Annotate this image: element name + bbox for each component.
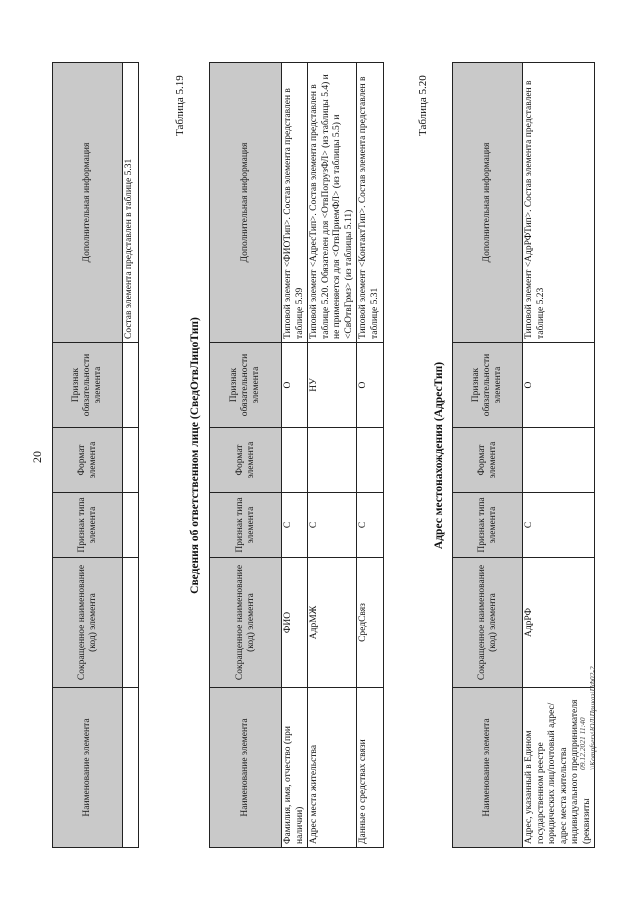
table-title-5-20: Адрес местонахождения (АдресТип): [433, 361, 445, 550]
stamp-path: \\Kompfserv\ЮЛ\Приказ\ПФ02-2: [587, 666, 597, 770]
rotated-content: [22, 18, 622, 888]
table-row: Адрес места жительства АдрМЖ С НУ Типовой элемент <АдресТип>. Состав элемента представлен в таблице 5.20. Обязателен для <ОтвПогрузФЛ> (из таблицы 5.4) и не применяется для <ОтвПриемФЛ> (из таблицы 5.5) и <СвОтвГрмз> (из таблицы 5.11): [308, 63, 357, 848]
table-label-5-20: Таблица 5.20: [417, 75, 429, 136]
cell-info: Состав элемента представлен в таблице 5.31: [123, 63, 139, 343]
header-format: Формат элемента: [53, 428, 123, 493]
table-continued: [52, 62, 139, 848]
header-mandatory: Признак обязательности элемента: [453, 343, 523, 428]
table-5-19: [209, 62, 384, 848]
header-type: Признак типа элемента: [210, 493, 282, 558]
header-format: Формат элемента: [210, 428, 282, 493]
header-name: Наименование элемента: [210, 688, 282, 848]
stamp-date: 09.12.2021 11:40: [578, 717, 587, 770]
header-info: Дополнительная информация: [453, 63, 523, 343]
table-row: Данные о средствах связи СредСвяз С О Типовой элемент <КонтактТип>. Состав элемента представлен в таблице 5.31: [357, 63, 383, 848]
filing-stamp: [578, 610, 598, 770]
table-row: Адрес, указанный в Едином государственном реестре юридических лиц/почтовый адрес/адрес места жительства индивидуального предпринимателя (реквизиты АдрРФ С О Типовой элемент <АдрРФТип>. Состав элемента представлен в таблице 5.23: [523, 63, 595, 848]
header-name: Наименование элемента: [53, 688, 123, 848]
header-format: Формат элемента: [453, 428, 523, 493]
header-name: Наименование элемента: [453, 688, 523, 848]
table-row: [123, 63, 139, 848]
page-number: 20: [30, 451, 44, 463]
header-short-name: Сокращенное наименование (код) элемента: [453, 558, 523, 688]
header-mandatory: Признак обязательности элемента: [53, 343, 123, 428]
header-type: Признак типа элемента: [53, 493, 123, 558]
table-5-20: [452, 62, 595, 848]
header-short-name: Сокращенное наименование (код) элемента: [210, 558, 282, 688]
header-short-name: Сокращенное наименование (код) элемента: [53, 558, 123, 688]
table-title-5-19: Сведения об ответственном лице (СведОтвЛицоТип): [189, 317, 201, 594]
table-row: Фамилия, имя, отчество (при наличии) ФИО С О Типовой элемент <ФИОТип>. Состав элемента представлен в таблице 5.39: [282, 63, 308, 848]
header-mandatory: Признак обязательности элемента: [210, 343, 282, 428]
header-info: Дополнительная информация: [210, 63, 282, 343]
header-type: Признак типа элемента: [453, 493, 523, 558]
header-info: Дополнительная информация: [53, 63, 123, 343]
table-label-5-19: Таблица 5.19: [174, 75, 186, 136]
